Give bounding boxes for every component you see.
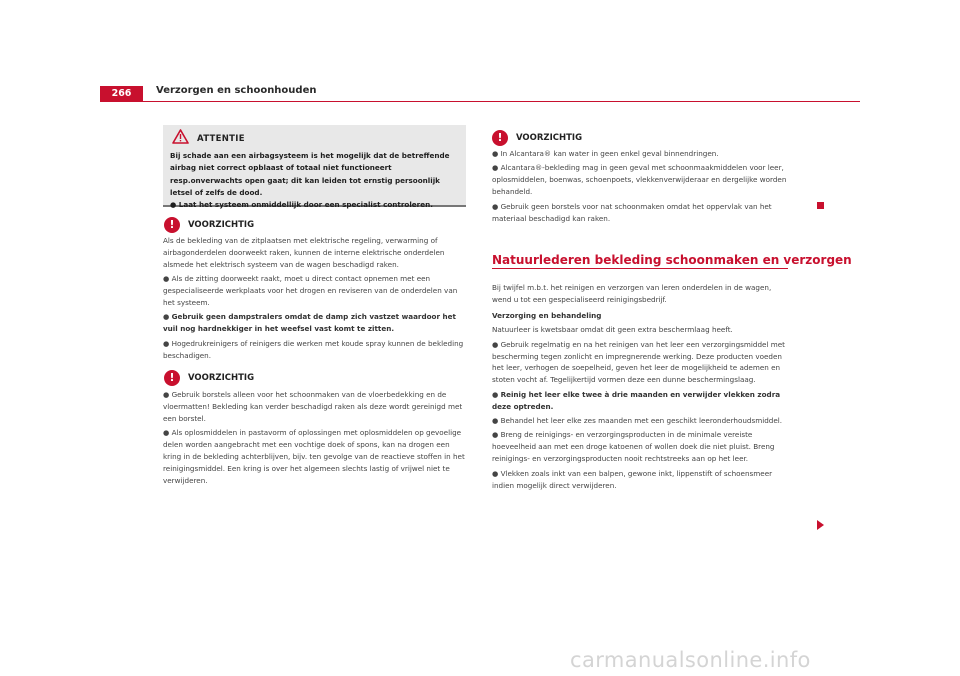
exclamation-circle-icon: ! xyxy=(492,130,508,146)
list-item: ● Gebruik geen borstels voor nat schoonmaken omdat het oppervlak van het materiaal beschadigd kan raken. xyxy=(492,201,772,223)
caution-2-heading xyxy=(164,370,254,386)
header-divider xyxy=(100,101,860,102)
page-title: Verzorgen en schoonhouden xyxy=(156,85,317,96)
caution-3-title: VOORZICHTIG xyxy=(516,133,583,143)
list-item: ● Als de zitting doorweekt raakt, moet u direct contact opnemen met een gespecialiseerde werkplaats voor het drogen en reviseren van de onderdelen van het systeem. xyxy=(163,274,458,308)
attention-heading xyxy=(172,129,245,148)
list-item: ● In Alcantara® kan water in geen enkel geval binnendringen. xyxy=(492,149,719,158)
caution-2-body xyxy=(163,389,466,489)
list-item: ● Gebruik borstels alleen voor het schoonmaken van de vloerbedekking en de vloermatten! Bekleding kan verder beschadigd raken als deze wordt gereinigd met een borstel. xyxy=(163,390,463,423)
caution-1-heading xyxy=(164,217,254,233)
list-item: ● Reinig het leer elke twee à drie maanden en verwijder vlekken zodra deze optreden. xyxy=(492,389,781,411)
list-item: ● Vlekken zoals inkt van een balpen, gewone inkt, lippenstift of schoensmeer indien mogelijk direct verwijderen. xyxy=(492,468,773,490)
warning-triangle-icon xyxy=(172,129,189,148)
list-item: ● Breng de reinigings- en verzorgingsproducten in de minimale vereiste hoeveelheid aan met een droge katoenen of wollen doek die niet pluist. Breng reinigings- en verzorgingsproducten nooit rechtstreeks aan op het leer. xyxy=(492,430,775,464)
section-title: Natuurlederen bekleding schoonmaken en verzorgen xyxy=(492,253,852,267)
caution-1-body xyxy=(163,235,466,364)
list-item: ● Gebruik geen dampstralers omdat de damp zich vastzet waardoor het vuil nog hardnekkiger in het weefsel vast komt te zitten. xyxy=(163,312,456,334)
list-item: ● Als oplosmiddelen in pastavorm of oplossingen met oplosmiddelen op gevoelige delen worden aangebracht met een vochtige doek of spons, kan na drogen een kring in de bekleding achterblijven, bijv. ten gevolge van de reactieve stoffen in het reinigingsmiddel. Een kring is over het algemeen slechts lastig of vrijwel niet te verwijderen. xyxy=(163,428,465,485)
page-number: 266 xyxy=(100,86,143,102)
attention-title: ATTENTIE xyxy=(197,133,245,144)
attention-text: Bij schade aan een airbagsysteem is het mogelijk dat de betreffende airbag niet correct opblaast of totaal niet functioneert resp.onverwachts open gaat; dit kan leiden tot ernstig persoonlijk letsel of zelfs de dood. xyxy=(170,151,450,197)
list-item: ● Gebruik regelmatig en na het reinigen van het leer een verzorgingsmiddel met bescherming tegen zonlicht en impregnerende werking. Deze producten voeden het leer, verhogen de soepelheid, geven het leer de mogelijkheid te ademen en stoten vocht af. Tegelijkertijd vormen deze een dunne beschermingslaag. xyxy=(492,339,785,385)
caution-2-title: VOORZICHTIG xyxy=(188,373,255,383)
list-item: ● Alcantara®-bekleding mag in geen geval met schoonmaakmiddelen voor leer, oplosmiddelen, boenwas, schoenpoets, vlekkenverwijderaar en dergelijke worden behandeld. xyxy=(492,163,787,197)
attention-body xyxy=(170,150,462,211)
section-intro: Bij twijfel m.b.t. het reinigen en verzorgen van leren onderdelen in de wagen, wend u tot een gespecialiseerd reinigingsbedrijf. xyxy=(492,283,772,304)
exclamation-circle-icon: ! xyxy=(164,370,180,386)
caution-3-heading xyxy=(492,130,582,146)
section-divider xyxy=(492,268,788,269)
exclamation-circle-icon: ! xyxy=(164,217,180,233)
section-body xyxy=(492,282,790,494)
sub-intro: Natuurleer is kwetsbaar omdat dit geen extra beschermlaag heeft. xyxy=(492,325,733,335)
caution-1-title: VOORZICHTIG xyxy=(188,220,255,230)
section-end-marker xyxy=(817,202,824,209)
attention-bullet: ● Laat het systeem onmiddellijk door een specialist controleren. xyxy=(170,200,433,210)
caution-1-intro: Als de bekleding van de zitplaatsen met elektrische regeling, verwarming of airbagonderdelen doorweekt raken, kunnen de interne elektrische onderdelen alsmede het elektrisch systeem van de wagen beschadigd raken. xyxy=(163,236,445,269)
sub-heading: Verzorging en behandeling xyxy=(492,310,602,320)
list-item: ● Hogedrukreinigers of reinigers die werken met koude spray kunnen de bekleding beschadigen. xyxy=(163,338,464,360)
list-item: ● Behandel het leer elke zes maanden met een geschikt leeronderhoudsmiddel. xyxy=(492,416,783,426)
caution-3-body xyxy=(492,148,790,227)
continue-arrow-icon xyxy=(817,520,824,530)
watermark: carmanualsonline.info xyxy=(570,648,811,672)
